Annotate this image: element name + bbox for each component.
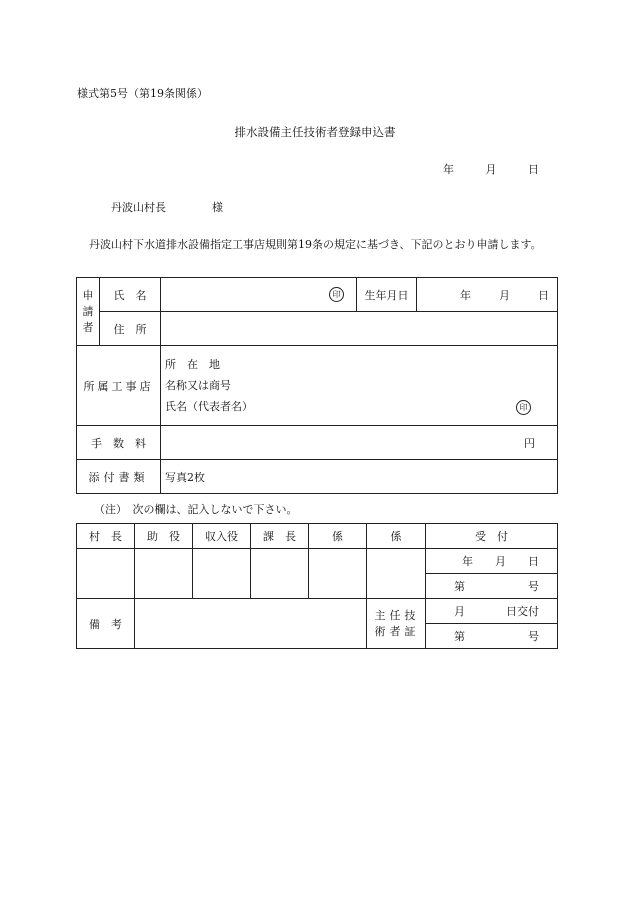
- receipt-number-prefix: 第: [454, 580, 465, 593]
- addressee: [111, 199, 223, 215]
- fee-label: 手 数 料: [77, 426, 161, 460]
- business-representative-row: [165, 396, 553, 417]
- business-representative-label: 氏名（代表者名）: [165, 400, 253, 413]
- address-field[interactable]: [161, 312, 558, 346]
- receipt-year: 年: [462, 555, 473, 568]
- business-location-label: 所 在 地: [165, 358, 220, 371]
- certificate-label: 主任技術者証: [374, 608, 420, 638]
- header-section-chief: 課 長: [251, 524, 309, 549]
- header-mayor: 村 長: [77, 524, 135, 549]
- issue-month: 月: [454, 605, 465, 618]
- stamp-clerk-1[interactable]: [309, 549, 367, 599]
- name-label: 氏 名: [100, 278, 161, 312]
- receipt-number[interactable]: [426, 574, 558, 599]
- business-label: 所属工事店: [77, 346, 161, 426]
- issue-date[interactable]: [426, 599, 558, 624]
- header-reception: 受 付: [426, 524, 558, 549]
- certificate-number-prefix: 第: [454, 630, 465, 643]
- stamp-clerk-2[interactable]: [367, 549, 426, 599]
- applicant-label: 申請者: [82, 288, 94, 334]
- addressee-honorific: 様: [212, 201, 223, 214]
- date-day: 日: [528, 163, 539, 176]
- receipt-date[interactable]: [426, 549, 558, 574]
- attachments-label: 添付書類: [77, 460, 161, 494]
- issue-day: 日交付: [506, 605, 539, 618]
- office-use-table: [76, 523, 558, 649]
- header-clerk-1: 係: [309, 524, 367, 549]
- birth-day: 日: [538, 288, 549, 302]
- certificate-number-suffix: 号: [528, 630, 539, 643]
- stamp-deputy[interactable]: [135, 549, 193, 599]
- receipt-month: 月: [495, 555, 506, 568]
- attachments-value: 写真2枚: [161, 460, 558, 494]
- note-text: （注） 次の欄は、記入しないで下さい。: [94, 503, 298, 516]
- birth-year: 年: [460, 288, 471, 302]
- seal-mark: 印: [329, 287, 344, 302]
- applicant-table: [76, 277, 558, 494]
- form-number: 様式第5号（第19条関係）: [77, 87, 208, 100]
- receipt-number-suffix: 号: [528, 580, 539, 593]
- name-field[interactable]: [161, 278, 357, 312]
- addressee-name: 丹波山村長: [111, 201, 166, 214]
- certificate-number[interactable]: [426, 624, 558, 649]
- fee-unit: 円: [524, 436, 535, 450]
- stamp-section-chief[interactable]: [251, 549, 309, 599]
- receipt-day: 日: [528, 555, 539, 568]
- date-month: 月: [485, 163, 497, 176]
- fee-field[interactable]: [161, 426, 558, 460]
- stamp-mayor[interactable]: [77, 549, 135, 599]
- header-deputy: 助 役: [135, 524, 193, 549]
- header-clerk-2: 係: [367, 524, 426, 549]
- header-treasurer: 収入役: [193, 524, 251, 549]
- intro-text: 丹波山村下水道排水設備指定工事店規則第19条の規定に基づき、下記のとおり申請します。: [89, 238, 542, 251]
- remarks-field[interactable]: [135, 599, 367, 649]
- address-label: 住 所: [100, 312, 161, 346]
- applicant-label-cell: [77, 278, 100, 346]
- stamp-treasurer[interactable]: [193, 549, 251, 599]
- document-title: 排水設備主任技術者登録申込書: [234, 125, 396, 139]
- birthdate-label: 生年月日: [357, 278, 417, 312]
- application-date: [443, 161, 539, 177]
- certificate-label-cell: [367, 599, 426, 649]
- date-year: 年: [443, 163, 454, 176]
- birth-month: 月: [499, 288, 510, 302]
- business-field[interactable]: [161, 346, 558, 426]
- birthdate-field[interactable]: [417, 278, 558, 312]
- business-trade-name-label: 名称又は商号: [165, 379, 231, 392]
- seal-mark-2: 印: [516, 400, 531, 415]
- remarks-label: 備 考: [77, 599, 135, 649]
